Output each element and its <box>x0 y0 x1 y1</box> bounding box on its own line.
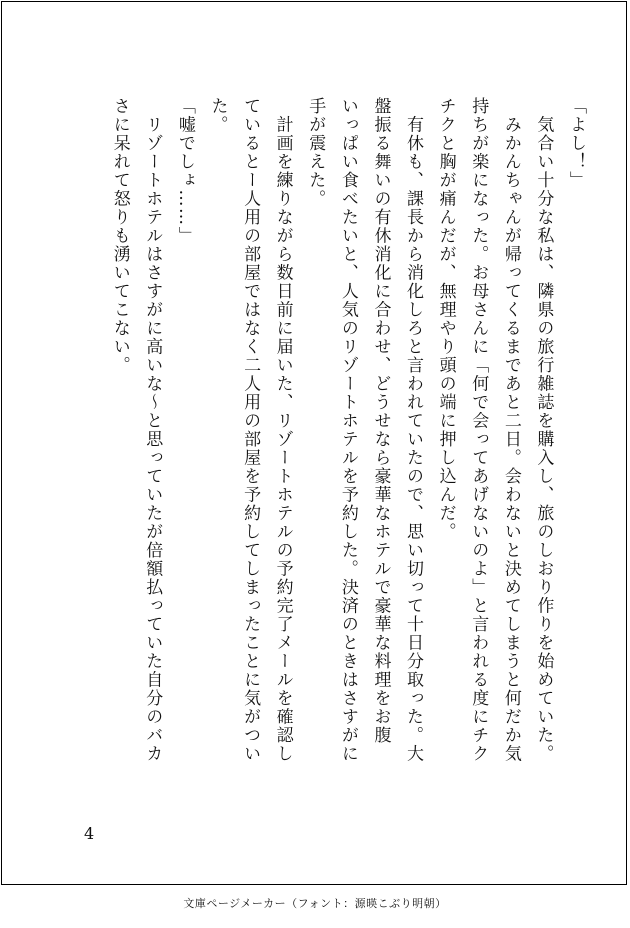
footer-caption: 文庫ページメーカー（フォント：源暎こぶり明朝） <box>183 897 447 910</box>
text-line: 気合い十分な私は、隣県の旅行雑誌を購入し、旅のしおり作りを始めていた。 <box>533 97 554 763</box>
text-line: 持ちが楽になった。お母さんに「何で会ってあげないのよ」と言われる度にチク <box>468 97 489 763</box>
text-line: いっぱい食べたいと、人気のリゾートホテルを予約した。決済のときはさすがに <box>337 97 358 763</box>
text-line: チクと胸が痛んだが、無理やり頭の端に押し込んだ。 <box>435 97 456 541</box>
text-line: 計画を練りながら数日前に届いた、リゾートホテルの予約完了メールを確認し <box>272 97 293 763</box>
text-line: 盤振る舞いの有休消化に合わせ、どうせなら豪華なホテルで豪華な料理をお腹 <box>370 97 391 745</box>
page-frame <box>1 1 627 885</box>
text-line: リゾートホテルはさすがに高いな〜と思っていたが倍額払っていた自分のバカ <box>142 97 163 763</box>
text-line: みかんちゃんが帰ってくるまであと二日。会わないと決めてしまうと何だか気 <box>500 97 521 763</box>
text-line: た。 <box>207 97 228 134</box>
text-line: さに呆れて怒りも湧いてこない。 <box>109 97 130 375</box>
text-line: 手が震えた。 <box>305 97 326 208</box>
text-line: 「嘘でしょ……」 <box>174 97 195 245</box>
text-line: ているとー人用の部屋ではなく二人用の部屋を予約してしまったことに気がつい <box>240 97 261 763</box>
text-line: 「よし！」 <box>566 97 586 190</box>
text-line: 有休も、課長から消化しろと言われていたので、思い切って十日分取った。大 <box>403 97 424 763</box>
page-number: 4 <box>84 824 95 843</box>
vertical-text-body <box>103 97 592 797</box>
